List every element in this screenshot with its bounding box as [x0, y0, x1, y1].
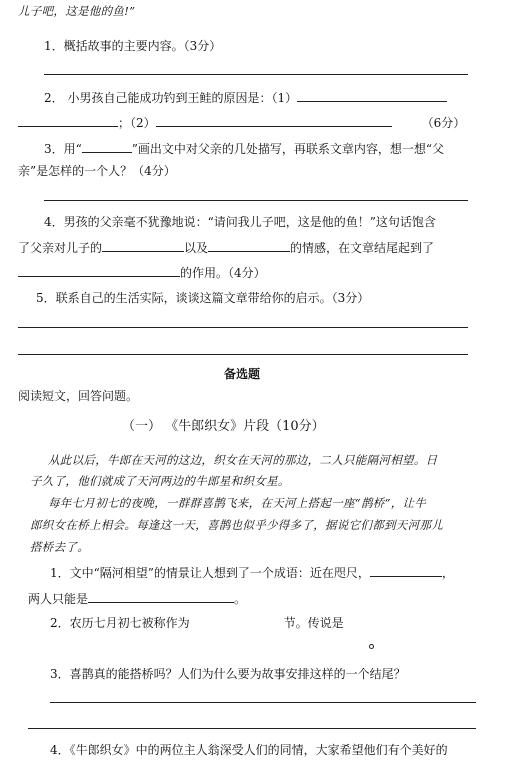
question-2-score: （6分） [421, 116, 466, 130]
answer-line[interactable] [50, 702, 476, 703]
question-2-text: 2． 小男孩自己能成功钓到王鲑的原因是：（1） [44, 91, 298, 105]
question-5: 5．联系自己的生活实际，谈谈这篇文章带给你的启示。（3分） [36, 291, 370, 305]
question-3-line2: 亲”是怎样的一个人？（4分） [18, 164, 176, 178]
passage-line: 从此以后，牛郎在天河的这边，织女在天河的那边，二人只能隔河相望。日 [48, 453, 438, 467]
answer-blank[interactable] [156, 114, 392, 127]
question-4-text: 了父亲对儿子的 [18, 241, 103, 255]
answer-line[interactable] [44, 74, 468, 75]
question-3-text: 3．用“ [44, 142, 82, 156]
passage-line: 子久了，他们就成了天河两边的牛郎星和织女星。 [30, 474, 290, 488]
question-b3: 3．喜鹊真的能搭桥吗？人们为什么要为故事安排这样的一个结尾？ [50, 667, 406, 681]
answer-line[interactable] [44, 200, 468, 201]
answer-blank[interactable] [82, 140, 132, 153]
period-mark [369, 644, 374, 649]
question-b1-text: 两人只能是 [28, 592, 89, 606]
question-b2 [50, 615, 344, 631]
answer-line[interactable] [28, 728, 476, 729]
answer-blank[interactable] [18, 264, 180, 277]
answer-blank[interactable] [18, 114, 118, 127]
answer-line[interactable] [18, 354, 468, 355]
passage-title: （一） 《牛郎织女》片段（10分） [122, 419, 325, 434]
question-4-line3 [18, 264, 266, 281]
question-4-text: 以及 [184, 241, 209, 255]
question-b1-line2 [28, 590, 246, 607]
question-4-text: 的情感，在文章结尾起到了 [290, 241, 435, 255]
question-b1-text: ， [441, 566, 454, 580]
question-b2-text: 节。传说是 [283, 616, 344, 630]
question-4-line2 [18, 239, 434, 256]
answer-blank[interactable] [370, 564, 442, 577]
question-2-text: ；（2） [118, 116, 156, 130]
question-b1 [50, 564, 454, 581]
answer-blank[interactable] [88, 590, 234, 603]
question-b4: 4．《牛郎织女》中的两位主人翁深受人们的同情，大家希望他们有个美好的 [50, 743, 448, 757]
question-b1-text: 1．文中“隔河相望”的情景让人想到了一个成语：近在咫尺， [50, 566, 370, 580]
question-1: 1．概括故事的主要内容。（3分） [44, 39, 222, 53]
question-4-text: 的作用。（4分） [180, 266, 266, 280]
answer-blank[interactable] [208, 239, 290, 252]
question-4: 4．男孩的父亲毫不犹豫地说：“请问我儿子吧，这是他的鱼！”这句话饱含 [44, 215, 436, 229]
question-2-line2 [18, 114, 465, 131]
question-b1-text: 。 [234, 592, 247, 606]
passage-line: 每年七月初七的夜晚，一群群喜鹊飞来，在天河上搭起一座“鹊桥”，让牛 [48, 496, 427, 510]
section-heading: 备选题 [224, 367, 261, 381]
question-3-text: ”画出文中对父亲的几处描写，再联系文章内容，想一想“父 [131, 142, 445, 156]
passage-line: 郎织女在桥上相会。每逢这一天，喜鹊也似乎少得多了，据说它们都到天河那儿 [30, 518, 443, 532]
question-2 [44, 89, 447, 106]
question-b2-text: 2．农历七月初七被称作为 [50, 616, 190, 630]
answer-blank[interactable] [297, 89, 447, 102]
passage-continuation: 儿子吧，这是他的鱼!” [18, 4, 136, 18]
question-3 [44, 140, 444, 157]
answer-blank[interactable] [102, 239, 184, 252]
answer-line[interactable] [18, 327, 468, 328]
section-instruction: 阅读短文，回答问题。 [18, 389, 139, 403]
passage-line: 搭桥去了。 [30, 540, 89, 554]
